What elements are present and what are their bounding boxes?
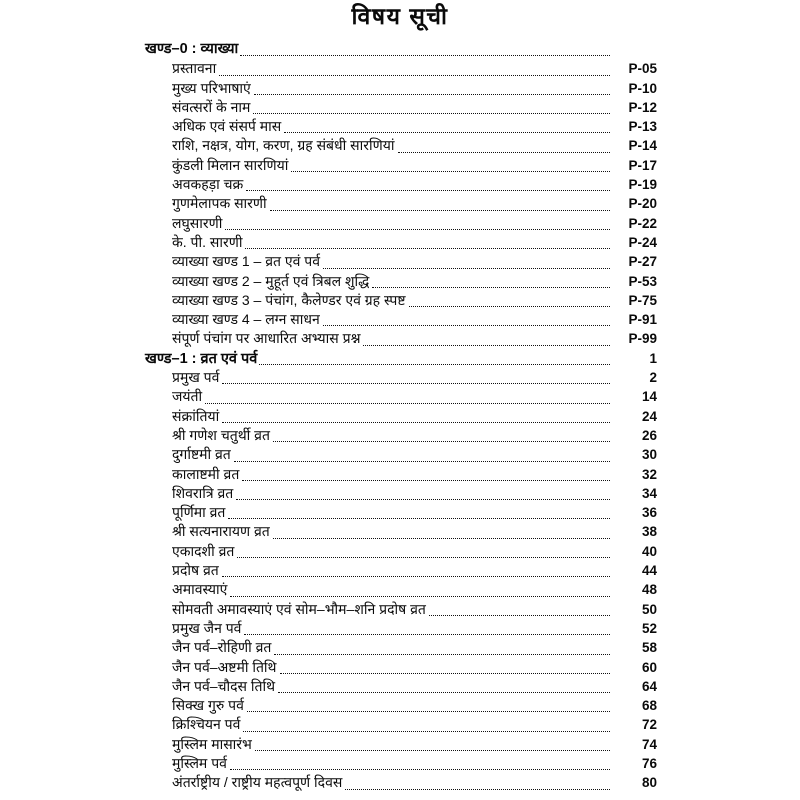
toc-entry[interactable] xyxy=(145,98,657,117)
toc-entry[interactable] xyxy=(145,407,657,426)
dot-leader xyxy=(244,634,610,635)
toc-entry-page-number: 72 xyxy=(641,717,657,733)
toc-entry-label: लघुसारणी xyxy=(172,214,223,231)
toc-entry[interactable] xyxy=(145,696,657,715)
toc-entry-label: व्याख्या खण्ड 2 – मुहूर्त एवं त्रिबल शुद्धि xyxy=(172,272,370,289)
toc-entry[interactable] xyxy=(145,117,657,136)
toc-entry-label: व्याख्या खण्ड 3 – पंचांग, कैलेण्डर एवं ग्रह स्पष्ट xyxy=(172,291,406,308)
toc-entry[interactable] xyxy=(145,79,657,98)
dot-leader xyxy=(363,345,610,346)
toc-entry-page-number: 48 xyxy=(641,582,657,598)
dot-leader xyxy=(409,306,610,307)
toc-entry-page-number: P-10 xyxy=(628,80,657,96)
dot-leader xyxy=(243,731,610,732)
dot-leader xyxy=(242,480,610,481)
toc-entry-page-number: 24 xyxy=(641,408,657,424)
toc-entry-label: शिवरात्रि व्रत xyxy=(172,484,234,501)
toc-entry-label: अमावस्याएं xyxy=(172,581,228,598)
dot-leader xyxy=(225,229,610,230)
toc-entry-page-number: 30 xyxy=(641,447,657,463)
toc-entry[interactable] xyxy=(145,175,657,194)
dot-leader xyxy=(323,325,610,326)
dot-leader xyxy=(222,383,610,384)
dot-leader xyxy=(234,461,610,462)
toc-entry-page-number: P-17 xyxy=(628,157,657,173)
toc-entry-label: दुर्गाष्टमी व्रत xyxy=(172,446,231,463)
toc-entry[interactable] xyxy=(145,600,657,619)
toc-entry[interactable] xyxy=(145,677,657,696)
toc-entry-page-number: P-20 xyxy=(628,196,657,212)
toc-entry-page-number: P-75 xyxy=(628,292,657,308)
dot-leader xyxy=(372,287,610,288)
toc-entry-page-number: P-27 xyxy=(628,254,657,270)
toc-entry-label: जैन पर्व–अष्टमी तिथि xyxy=(172,658,277,675)
toc-entry[interactable] xyxy=(145,484,657,503)
toc-entry-label: संक्रांतियां xyxy=(172,407,220,424)
dot-leader xyxy=(259,364,610,365)
dot-leader xyxy=(230,596,610,597)
toc-entry[interactable] xyxy=(145,194,657,213)
toc-entry[interactable] xyxy=(145,638,657,657)
toc-entry[interactable] xyxy=(145,156,657,175)
toc-entry-label: जैन पर्व–रोहिणी व्रत xyxy=(172,639,272,656)
toc-entry-label: प्रमुख जैन पर्व xyxy=(172,619,242,636)
toc-entry[interactable] xyxy=(145,310,657,329)
toc-entry-label: अंतर्राष्ट्रीय / राष्ट्रीय महत्वपूर्ण दिवस xyxy=(172,774,343,791)
section-header-label: खण्ड–0 : व्याख्या xyxy=(145,41,239,57)
dot-leader xyxy=(219,75,610,76)
dot-leader xyxy=(240,55,610,56)
section-header-page-number: 1 xyxy=(649,350,657,366)
dot-leader xyxy=(323,268,610,269)
toc-entry[interactable] xyxy=(145,735,657,754)
section-header-khand-0[interactable] xyxy=(145,40,657,59)
toc-entry[interactable] xyxy=(145,136,657,155)
toc-entry-page-number: 36 xyxy=(641,505,657,521)
toc-entry-label: प्रस्तावना xyxy=(172,60,217,77)
dot-leader xyxy=(273,538,610,539)
toc-entry[interactable] xyxy=(145,291,657,310)
toc-entry-page-number: 38 xyxy=(641,524,657,540)
toc-entry[interactable] xyxy=(145,252,657,271)
toc-entry[interactable] xyxy=(145,368,657,387)
toc-entry-label: व्याख्या खण्ड 1 – व्रत एवं पर्व xyxy=(172,253,320,270)
dot-leader xyxy=(291,171,610,172)
toc-entry-label: प्रमुख पर्व xyxy=(172,369,220,386)
toc-entry-page-number: 76 xyxy=(641,755,657,771)
toc-entry-label: संवत्सरों के नाम xyxy=(172,98,251,115)
dot-leader xyxy=(222,422,610,423)
toc-entry[interactable] xyxy=(145,658,657,677)
toc-entry[interactable] xyxy=(145,503,657,522)
toc-entry[interactable] xyxy=(145,387,657,406)
dot-leader xyxy=(398,152,611,153)
toc-entry-page-number: P-53 xyxy=(628,273,657,289)
toc-entry[interactable] xyxy=(145,59,657,78)
toc-entry-label: प्रदोष व्रत xyxy=(172,562,219,579)
toc-entry-label: सोमवती अमावस्याएं एवं सोम–भौम–शनि प्रदोष व्रत xyxy=(172,600,426,617)
toc-entry-label: श्री सत्यनारायण व्रत xyxy=(172,523,270,540)
toc-entry-page-number: 64 xyxy=(641,678,657,694)
toc-entry-page-number: 80 xyxy=(641,775,657,791)
toc-entry-page-number: 58 xyxy=(641,640,657,656)
toc-entry[interactable] xyxy=(145,715,657,734)
dot-leader xyxy=(254,94,610,95)
toc-entry[interactable] xyxy=(145,214,657,233)
toc-entry-page-number: P-13 xyxy=(628,119,657,135)
dot-leader xyxy=(205,403,610,404)
toc-entry-page-number: P-19 xyxy=(628,177,657,193)
toc-entry-page-number: P-22 xyxy=(628,215,657,231)
toc-entry-label: मुस्लिम पर्व xyxy=(172,754,227,771)
dot-leader xyxy=(237,557,610,558)
dot-leader xyxy=(274,654,610,655)
section-header-label: खण्ड–1 : व्रत एवं पर्व xyxy=(145,350,258,367)
toc-entry[interactable] xyxy=(145,329,657,348)
dot-leader xyxy=(280,673,610,674)
toc-entry-page-number: 60 xyxy=(641,659,657,675)
dot-leader xyxy=(255,750,610,751)
toc-entry-page-number: P-24 xyxy=(628,234,657,250)
toc-entry[interactable] xyxy=(145,233,657,252)
dot-leader xyxy=(429,615,610,616)
toc-entry-page-number: 14 xyxy=(641,389,657,405)
page-title: विषय सूची xyxy=(351,3,449,29)
toc-entry-label: एकादशी व्रत xyxy=(172,542,235,559)
table-of-contents xyxy=(145,40,657,793)
toc-entry-page-number: P-91 xyxy=(628,312,657,328)
toc-entry-label: श्री गणेश चतुर्थी व्रत xyxy=(172,426,270,443)
dot-leader xyxy=(228,518,610,519)
toc-entry[interactable] xyxy=(145,754,657,773)
toc-entry-label: कालाष्टमी व्रत xyxy=(172,465,240,482)
dot-leader xyxy=(230,769,610,770)
toc-entry-label: अधिक एवं संसर्प मास xyxy=(172,118,282,135)
dot-leader xyxy=(245,248,610,249)
toc-entry[interactable] xyxy=(145,465,657,484)
toc-entry-label: मुस्लिम मासारंभ xyxy=(172,735,252,752)
toc-entry-page-number: P-05 xyxy=(628,61,657,77)
toc-entry-label: अवकहड़ा चक्र xyxy=(172,176,244,193)
toc-entry-page-number: 74 xyxy=(641,736,657,752)
toc-entry-label: जैन पर्व–चौदस तिथि xyxy=(172,677,276,694)
toc-entry-page-number: P-12 xyxy=(628,99,657,115)
dot-leader xyxy=(345,789,610,790)
toc-entry[interactable] xyxy=(145,542,657,561)
toc-entry-page-number: 68 xyxy=(641,698,657,714)
toc-entry-label: मुख्य परिभाषाएं xyxy=(172,79,251,96)
toc-entry-label: गुणमेलापक सारणी xyxy=(172,195,267,212)
toc-entry-page-number: 40 xyxy=(641,543,657,559)
toc-entry-page-number: P-99 xyxy=(628,331,657,347)
toc-entry-page-number: 52 xyxy=(641,620,657,636)
toc-entry[interactable] xyxy=(145,426,657,445)
toc-entry-label: के. पी. सारणी xyxy=(172,233,243,250)
toc-entry[interactable] xyxy=(145,272,657,291)
dot-leader xyxy=(270,210,610,211)
toc-entry-label: राशि, नक्षत्र, योग, करण, ग्रह संबंधी सारणियां xyxy=(172,137,395,154)
toc-entry[interactable] xyxy=(145,580,657,599)
toc-entry[interactable] xyxy=(145,445,657,464)
dot-leader xyxy=(247,711,610,712)
toc-entry[interactable] xyxy=(145,561,657,580)
toc-entry[interactable] xyxy=(145,619,657,638)
toc-entry-page-number: P-14 xyxy=(628,138,657,154)
toc-entry-label: क्रिश्चियन पर्व xyxy=(172,716,241,733)
dot-leader xyxy=(284,132,610,133)
toc-entry-page-number: 34 xyxy=(641,485,657,501)
toc-entry-page-number: 50 xyxy=(641,601,657,617)
toc-entry-page-number: 32 xyxy=(641,466,657,482)
dot-leader xyxy=(253,113,610,114)
toc-entry-page-number: 2 xyxy=(649,370,657,386)
toc-entry[interactable] xyxy=(145,522,657,541)
dot-leader xyxy=(273,441,610,442)
dot-leader xyxy=(278,692,610,693)
dot-leader xyxy=(246,190,610,191)
toc-entry-label: व्याख्या खण्ड 4 – लग्न साधन xyxy=(172,311,320,328)
toc-entry-page-number: 26 xyxy=(641,427,657,443)
toc-entry[interactable] xyxy=(145,773,657,792)
section-header-khand-1[interactable] xyxy=(145,349,657,368)
toc-entry-label: सिक्ख गुरु पर्व xyxy=(172,697,244,714)
toc-entry-page-number: 44 xyxy=(641,563,657,579)
dot-leader xyxy=(236,499,610,500)
toc-entry-label: कुंडली मिलान सारणियां xyxy=(172,156,289,173)
toc-entry-label: जयंती xyxy=(172,388,203,405)
dot-leader xyxy=(222,576,610,577)
toc-entry-label: संपूर्ण पंचांग पर आधारित अभ्यास प्रश्न xyxy=(172,330,361,347)
toc-entry-label: पूर्णिमा व्रत xyxy=(172,504,226,521)
